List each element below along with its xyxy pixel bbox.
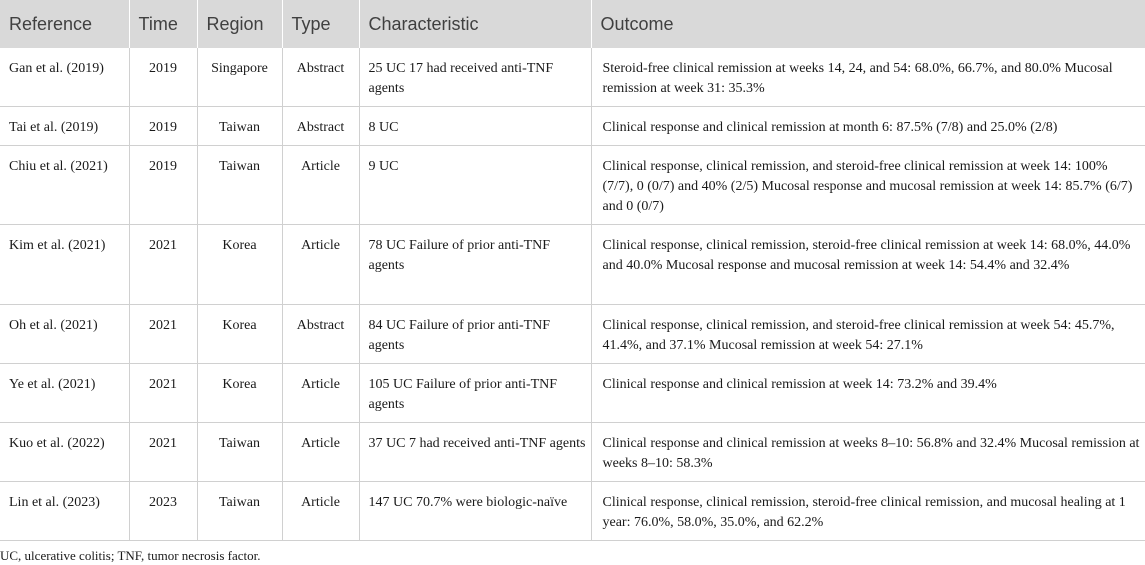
cell-type: Abstract [282,304,359,363]
table-row [0,481,1145,540]
cell-reference: Tai et al. (2019) [0,106,129,145]
cell-characteristic: 147 UC 70.7% were biologic-naïve [359,481,591,540]
table-row [0,106,1145,145]
cell-outcome: Clinical response and clinical remission at weeks 8–10: 56.8% and 32.4% Mucosal remission at weeks 8–10: 58.3% [591,422,1145,481]
cell-type: Abstract [282,106,359,145]
cell-reference: Chiu et al. (2021) [0,145,129,224]
cell-region: Korea [197,363,282,422]
cell-characteristic: 8 UC [359,106,591,145]
cell-region: Korea [197,224,282,304]
cell-time: 2019 [129,145,197,224]
cell-region: Singapore [197,48,282,106]
cell-type: Article [282,145,359,224]
cell-reference: Kim et al. (2021) [0,224,129,304]
header-region: Region [197,0,282,48]
table-row [0,363,1145,422]
cell-outcome: Clinical response, clinical remission, and steroid-free clinical remission at week 54: 45.7%, 41.4%, and 37.1% Mucosal remission at week 54: 27.1% [591,304,1145,363]
table-row [0,304,1145,363]
table-row [0,224,1145,304]
cell-characteristic: 25 UC 17 had received anti-TNF agents [359,48,591,106]
cell-region: Taiwan [197,481,282,540]
table-row [0,422,1145,481]
header-outcome: Outcome [600,14,674,34]
cell-time: 2023 [129,481,197,540]
cell-characteristic: 9 UC [359,145,591,224]
cell-reference: Kuo et al. (2022) [0,422,129,481]
cell-time: 2021 [129,304,197,363]
cell-type: Article [282,481,359,540]
cell-time: 2021 [129,363,197,422]
table-row [0,145,1145,224]
cell-time: 2021 [129,422,197,481]
cell-outcome: Clinical response, clinical remission, and steroid-free clinical remission at week 14: 100% (7/7), 0 (0/7) and 40% (2/5) Mucosal response and mucosal remission at week 14: 85.7% (6/7) and 0 (0/7) [591,145,1145,224]
cell-region: Taiwan [197,145,282,224]
header-characteristic: Characteristic [359,0,591,48]
table-row [0,48,1145,106]
cell-outcome: Clinical response and clinical remission at month 6: 87.5% (7/8) and 25.0% (2/8) [591,106,1145,145]
cell-region: Taiwan [197,106,282,145]
header-type: Type [282,0,359,48]
cell-reference: Gan et al. (2019) [0,48,129,106]
cell-type: Article [282,224,359,304]
cell-reference: Oh et al. (2021) [0,304,129,363]
cell-time: 2021 [129,224,197,304]
cell-type: Article [282,363,359,422]
cell-reference: Ye et al. (2021) [0,363,129,422]
cell-outcome: Clinical response, clinical remission, steroid-free clinical remission at week 14: 68.0%, 44.0% and 40.0% Mucosal response and mucosal remission at week 14: 54.4% and 32.4% [591,224,1145,304]
cell-type: Article [282,422,359,481]
table-header-row [0,0,1145,48]
cell-outcome: Steroid-free clinical remission at weeks 14, 24, and 54: 68.0%, 66.7%, and 80.0% Mucosal remission at week 31: 35.3% [591,48,1145,106]
cell-reference: Lin et al. (2023) [0,481,129,540]
header-time: Time [129,0,197,48]
table-footnote: UC, ulcerative colitis; TNF, tumor necrosis factor. [0,548,261,563]
cell-region: Taiwan [197,422,282,481]
cell-characteristic: 37 UC 7 had received anti-TNF agents [359,422,591,481]
cell-characteristic: 105 UC Failure of prior anti-TNF agents [359,363,591,422]
cell-outcome: Clinical response and clinical remission at week 14: 73.2% and 39.4% [591,363,1145,422]
cell-characteristic: 78 UC Failure of prior anti-TNF agents [359,224,591,304]
header-reference: Reference [0,0,129,48]
cell-region: Korea [197,304,282,363]
cell-time: 2019 [129,106,197,145]
cell-time: 2019 [129,48,197,106]
cell-type: Abstract [282,48,359,106]
cell-outcome: Clinical response, clinical remission, steroid-free clinical remission, and mucosal healing at 1 year: 76.0%, 58.0%, 35.0%, and 62.2% [591,481,1145,540]
cell-characteristic: 84 UC Failure of prior anti-TNF agents [359,304,591,363]
